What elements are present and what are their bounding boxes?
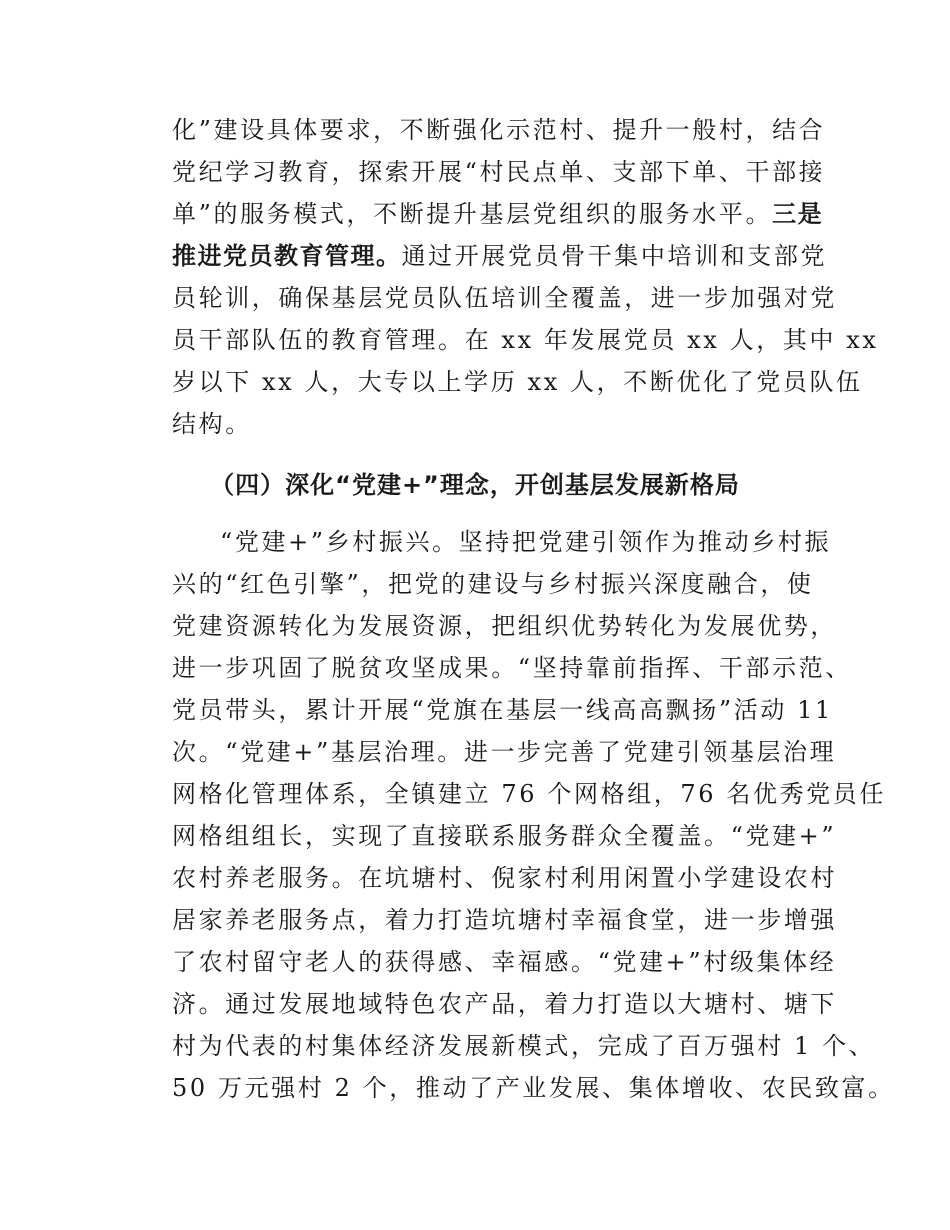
paragraph-line: 化”建设具体要求，不断强化示范村、提升一般村，结合: [172, 116, 826, 144]
paragraph-line: 次。“党建+”基层治理。进一步完善了党建引领基层治理: [172, 738, 837, 766]
paragraph-line: 农村养老服务。在坑塘村、倪家村利用闲置小学建设农村: [172, 864, 837, 892]
section-heading: （四）深化“党建+”理念，开创基层发展新格局: [210, 471, 740, 499]
paragraph-line: 网格化管理体系，全镇建立 76 个网格组，76 名优秀党员任: [172, 780, 886, 808]
paragraph-line: 岁以下 xx 人，大专以上学历 xx 人，不断优化了党员队伍: [172, 368, 863, 396]
paragraph-text: 通过开展党员骨干集中培训和支部党: [401, 242, 828, 270]
paragraph-line: 居家养老服务点，着力打造坑塘村幸福食堂，进一步增强: [172, 906, 837, 934]
paragraph-line: 济。通过发展地域特色农产品，着力打造以大塘村、塘下: [172, 990, 837, 1018]
paragraph-line: 党员带头，累计开展“党旗在基层一线高高飘扬”活动 11: [172, 696, 833, 724]
paragraph-line: 党纪学习教育，探索开展“村民点单、支部下单、干部接: [172, 158, 826, 186]
bold-lead-text: 推进党员教育管理。: [172, 242, 402, 270]
paragraph-line: 进一步巩固了脱贫攻坚成果。“坚持靠前指挥、干部示范、: [172, 654, 852, 682]
paragraph-line: 员干部队伍的教育管理。在 xx 年发展党员 xx 人，其中 xx: [172, 326, 879, 354]
bold-lead-text: 三是: [772, 200, 824, 228]
paragraph-line: 结构。: [172, 410, 252, 438]
paragraph-line: 50 万元强村 2 个，推动了产业发展、集体增收、农民致富。: [172, 1074, 895, 1102]
paragraph-line: 员轮训，确保基层党员队伍培训全覆盖，进一步加强对党: [172, 284, 837, 312]
paragraph-line: 了农村留守老人的获得感、幸福感。“党建+”村级集体经: [172, 948, 837, 976]
paragraph-text: 单”的服务模式，不断提升基层党组织的服务水平。: [172, 200, 773, 228]
paragraph-line: “党建+”乡村振兴。坚持把党建引领作为推动乡村振: [220, 528, 832, 556]
paragraph-line: 村为代表的村集体经济发展新模式，完成了百万强村 1 个、: [172, 1032, 876, 1060]
paragraph-line: 党建资源转化为发展资源，把组织优势转化为发展优势，: [172, 612, 837, 640]
paragraph-line: 网格组组长，实现了直接联系服务群众全覆盖。“党建+”: [172, 822, 837, 850]
paragraph-line: [172, 235, 828, 277]
paragraph-line: [172, 193, 824, 235]
paragraph-line: 兴的“红色引擎”，把党的建设与乡村振兴深度融合，使: [172, 570, 814, 598]
